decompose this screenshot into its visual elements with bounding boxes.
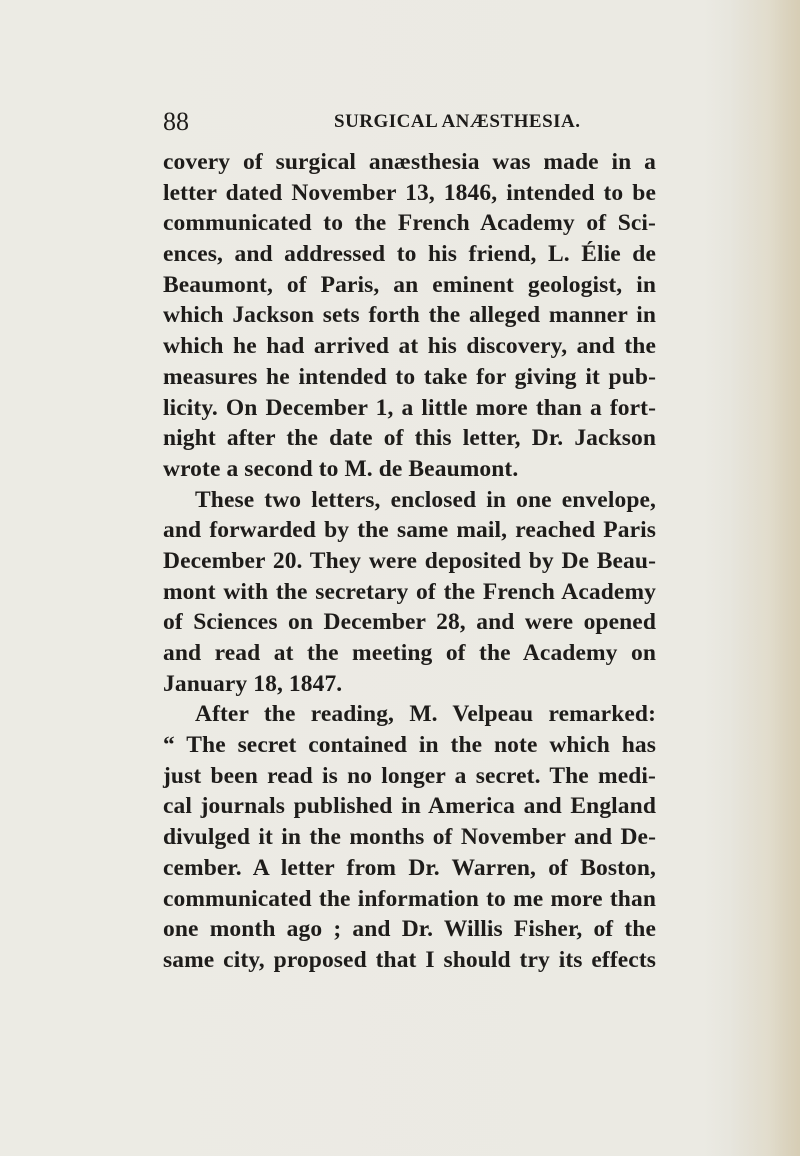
text-line: licity. On December 1, a little more than a fort- xyxy=(163,394,656,421)
text-line: December 20. They were deposited by De Beau- xyxy=(163,547,656,574)
text-line: January 18, 1847. xyxy=(163,670,343,697)
text-line: measures he intended to take for giving it pub- xyxy=(163,363,656,390)
text-line: Beaumont, of Paris, an eminent geologist, in xyxy=(163,271,656,298)
text-line: and forwarded by the same mail, reached Paris xyxy=(163,517,656,544)
text-line: communicated to the French Academy of Sci- xyxy=(163,210,656,237)
page-header xyxy=(163,104,683,140)
text-line: one month ago ; and Dr. Willis Fisher, of the xyxy=(163,916,656,943)
text-line: which he had arrived at his discovery, and the xyxy=(163,333,656,360)
text-line: of Sciences on December 28, and were opened xyxy=(163,609,656,636)
page-number: 88 xyxy=(163,107,189,136)
text-line: same city, proposed that I should try its effects xyxy=(163,946,656,973)
body-text xyxy=(163,147,656,976)
running-head: SURGICAL ANÆSTHESIA. xyxy=(334,111,581,132)
text-line: After the reading, M. Velpeau remarked: xyxy=(195,701,656,728)
text-line: ences, and addressed to his friend, L. Élie de xyxy=(163,241,656,268)
text-line: communicated the information to me more than xyxy=(163,885,656,912)
text-line: cember. A letter from Dr. Warren, of Boston, xyxy=(163,854,656,881)
text-line: covery of surgical anæsthesia was made in a xyxy=(163,149,656,175)
text-line: cal journals published in America and England xyxy=(163,793,656,820)
text-line: These two letters, enclosed in one envelope, xyxy=(195,486,656,513)
text-line: which Jackson sets forth the alleged manner in xyxy=(163,302,656,329)
text-line: and read at the meeting of the Academy on xyxy=(163,640,656,666)
text-line: just been read is no longer a secret. The medi- xyxy=(163,762,656,789)
text-line: letter dated November 13, 1846, intended to be xyxy=(163,179,656,206)
text-line: divulged it in the months of November and De- xyxy=(163,824,656,851)
page-edge-shadow xyxy=(730,0,800,1156)
text-line: mont with the secretary of the French Academy xyxy=(163,578,656,605)
text-line: “ The secret contained in the note which has xyxy=(163,732,656,759)
text-line: wrote a second to M. de Beaumont. xyxy=(163,455,519,482)
text-line: night after the date of this letter, Dr. Jackson xyxy=(163,425,656,452)
